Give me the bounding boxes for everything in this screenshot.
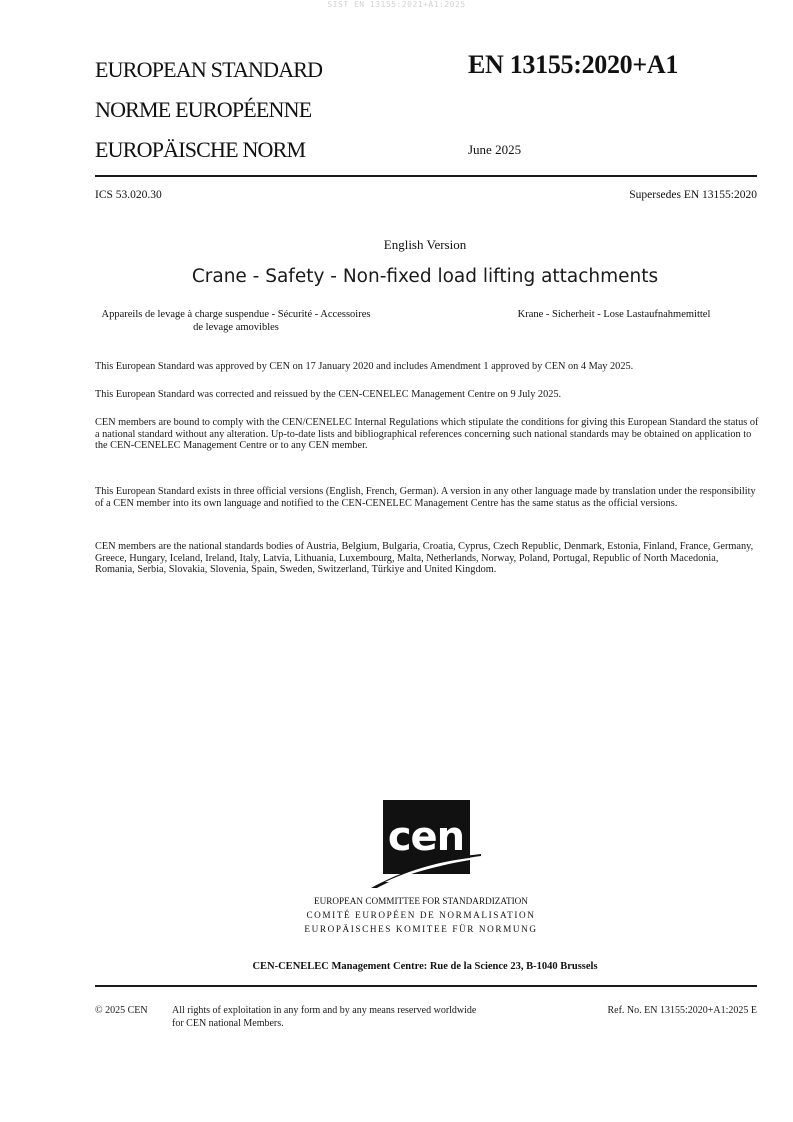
watermark: SIST EN 13155:2021+A1:2025 [327, 0, 466, 9]
regulations-paragraph: CEN members are bound to comply with the CEN/CENELEC Internal Regulations which stipulate the conditions for giving this European Standard the status of a national standard without any alteration. Up-to-date lists and bibliographical references concerning such national standards may be obtained on application to the CEN-CENELEC Management Centre or to any CEN member. [95, 417, 759, 452]
committee-name-en: EUROPEAN COMMITTEE FOR STANDARDIZATION [314, 896, 528, 906]
approval-paragraph: This European Standard was approved by CEN on 17 January 2020 and includes Amendment 1 approved by CEN on 4 May 2025. [95, 361, 634, 372]
rights-statement: All rights of exploitation in any form and by any means reserved worldwide for CEN national Members. [172, 1005, 477, 1029]
german-title: Krane - Sicherheit - Lose Lastaufnahmemittel [517, 309, 711, 320]
version-label: English Version [383, 237, 467, 252]
members-paragraph: CEN members are the national standards bodies of Austria, Belgium, Bulgaria, Croatia, Cyprus, Czech Republic, Denmark, Estonia, Finland, France, Germany, Greece, Hungary, Iceland, Ireland, Italy, Latvia, Lithuania, Luxembourg, Malta, Netherlands, Norway, Poland, Portugal, Republic of North Macedonia, Romania, Serbia, Slovakia, Slovenia, Spain, Sweden, Switzerland, Türkiye and United Kingdom. [95, 541, 754, 576]
versions-paragraph: This European Standard exists in three official versions (English, French, German). A version in any other language made by translation under the responsibility of a CEN member into its own language and notified to the CEN-CENELEC Management Centre has the same status as the official versions. [95, 486, 756, 509]
header-rule [95, 175, 757, 177]
standard-number: EN 13155:2020+A1 [468, 50, 679, 79]
standard-name-en: EUROPEAN STANDARD [95, 57, 323, 82]
ics-code: ICS 53.020.30 [95, 189, 162, 201]
supersedes-note: Supersedes EN 13155:2020 [629, 189, 757, 201]
reference-number: Ref. No. EN 13155:2020+A1:2025 E [607, 1005, 757, 1016]
footer-rule [95, 985, 757, 987]
document-title: Crane - Safety - Non-fixed load lifting attachments [191, 266, 659, 287]
cen-logo-text: cen [387, 814, 465, 860]
french-title: Appareils de levage à charge suspendue - Sécurité - Accessoires de levage amovibles [101, 309, 371, 333]
publication-date: June 2025 [468, 142, 522, 157]
committee-name-fr: COMITÉ EUROPÉEN DE NORMALISATION [306, 910, 536, 920]
standard-name-de: EUROPÄISCHE NORM [95, 137, 306, 162]
reissue-paragraph: This European Standard was corrected and reissued by the CEN-CENELEC Management Centre on 9 July 2025. [95, 389, 562, 400]
standard-name-fr: NORME EUROPÉENNE [95, 97, 312, 122]
management-centre-address: CEN-CENELEC Management Centre: Rue de la Science 23, B-1040 Brussels [252, 961, 598, 972]
copyright: © 2025 CEN [95, 1005, 148, 1016]
committee-name-de: EUROPÄISCHES KOMITEE FÜR NORMUNG [304, 924, 538, 934]
cen-logo-icon [371, 800, 483, 892]
